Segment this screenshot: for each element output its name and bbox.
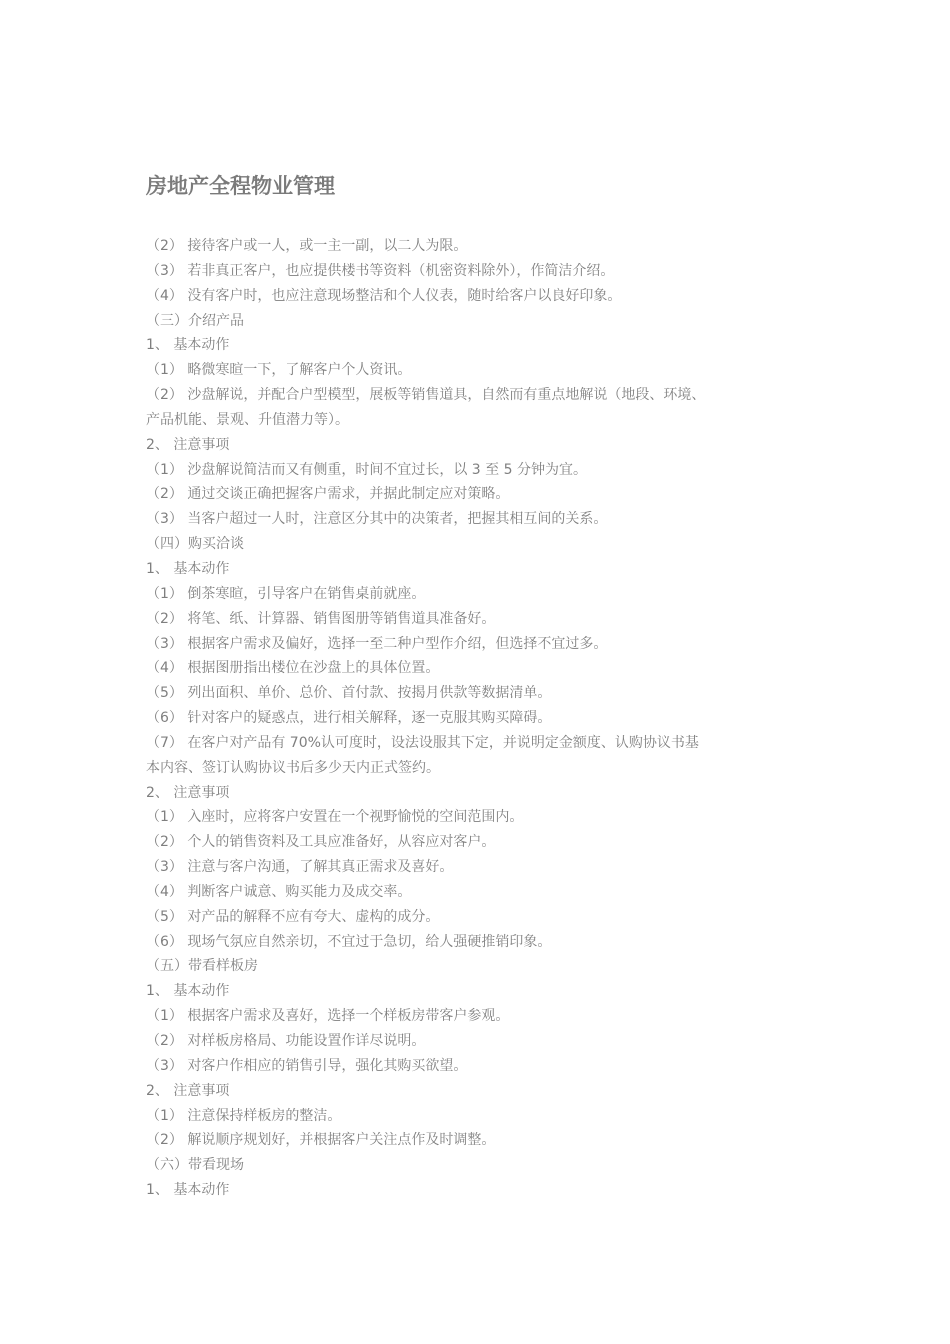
text-line: （1） 注意保持样板房的整洁。	[146, 1107, 342, 1124]
text-line: （2） 沙盘解说，并配合户型模型，展板等销售道具，自然而有重点地解说（地段、环境、	[146, 387, 706, 404]
text-line: （1） 沙盘解说简洁而又有侧重，时间不宜过长，以 3 至 5 分钟为宜。	[146, 461, 587, 478]
text-line: （5） 列出面积、单价、总价、首付款、按揭月供款等数据清单。	[146, 685, 552, 702]
text-line: （4） 判断客户诚意、购买能力及成交率。	[146, 883, 412, 900]
document-body	[146, 234, 814, 1203]
text-line: （1） 略微寒暄一下，了解客户个人资讯。	[146, 362, 412, 379]
text-line: （6） 现场气氛应自然亲切，不宜过于急切，给人强硬推销印象。	[146, 933, 552, 950]
text-line: （4） 根据图册指出楼位在沙盘上的具体位置。	[146, 660, 440, 677]
text-line: （3） 当客户超过一人时，注意区分其中的决策者，把握其相互间的关系。	[146, 511, 608, 528]
text-line: 产品机能、景观、升值潜力等）。	[146, 411, 349, 428]
text-line: 1、 基本动作	[146, 337, 230, 354]
text-line: （4） 没有客户时，也应注意现场整洁和个人仪表，随时给客户以良好印象。	[146, 287, 622, 304]
text-line: 2、 注意事项	[146, 436, 230, 453]
text-line: （6） 针对客户的疑惑点，进行相关解释，逐一克服其购买障碍。	[146, 710, 552, 727]
text-line: （2） 通过交谈正确把握客户需求，并据此制定应对策略。	[146, 486, 510, 503]
text-line: （3） 根据客户需求及偏好，选择一至二种户型作介绍，但选择不宜过多。	[146, 635, 608, 652]
text-line: （2） 对样板房格局、功能设置作详尽说明。	[146, 1033, 426, 1049]
text-line: （7） 在客户对产品有 70%认可度时，设法设服其下定，并说明定金额度、认购协议书基	[146, 734, 699, 751]
document-title: 房地产全程物业管理	[146, 174, 335, 198]
text-line: （六）带看现场	[146, 1157, 244, 1174]
text-line: 1、 基本动作	[146, 983, 230, 1000]
text-line: 本内容、签订认购协议书后多少天内正式签约。	[146, 759, 440, 776]
text-line: （2） 个人的销售资料及工具应准备好，从容应对客户。	[146, 834, 496, 851]
text-line: （五）带看样板房	[146, 958, 258, 975]
text-line: （3） 若非真正客户，也应提供楼书等资料（机密资料除外），作简洁介绍。	[146, 262, 615, 279]
text-line: （1） 入座时，应将客户安置在一个视野愉悦的空间范围内。	[146, 809, 524, 826]
text-line: （3） 对客户作相应的销售引导，强化其购买欲望。	[146, 1057, 468, 1074]
text-line: 2、 注意事项	[146, 1082, 230, 1099]
text-line: （1） 倒茶寒暄，引导客户在销售桌前就座。	[146, 585, 426, 602]
text-line: （四）购买洽谈	[146, 536, 244, 553]
text-line: （5） 对产品的解释不应有夸大、虚构的成分。	[146, 908, 440, 925]
text-line: （1） 根据客户需求及喜好，选择一个样板房带客户参观。	[146, 1008, 510, 1025]
text-line: （2） 解说顺序规划好，并根据客户关注点作及时调整。	[146, 1132, 496, 1149]
text-line: 1、 基本动作	[146, 1182, 230, 1199]
text-line: 1、 基本动作	[146, 560, 230, 577]
text-line: （2） 接待客户或一人，或一主一副，以二人为限。	[146, 238, 468, 254]
text-line: （三）介绍产品	[146, 312, 244, 329]
text-line: 2、 注意事项	[146, 784, 230, 801]
text-line: （3） 注意与客户沟通，了解其真正需求及喜好。	[146, 859, 454, 876]
text-line: （2） 将笔、纸、计算器、销售图册等销售道具准备好。	[146, 610, 496, 627]
